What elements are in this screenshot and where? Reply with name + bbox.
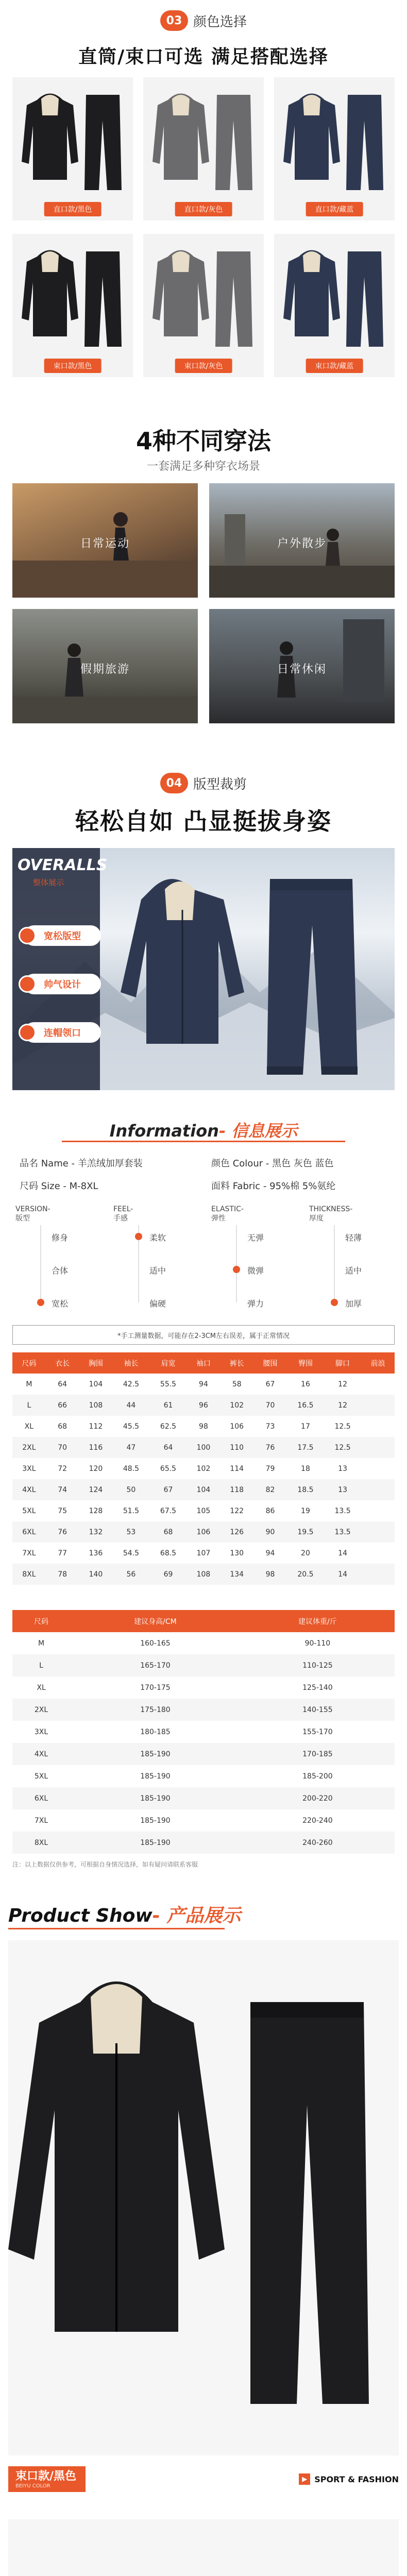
table-cell: 130 [230, 1549, 244, 1557]
wear-photo-1 [12, 483, 198, 598]
scale-cn: 版型 [15, 1214, 30, 1223]
table-cell: M [26, 1380, 32, 1388]
table-cell: 68.5 [160, 1549, 177, 1557]
column-header: 腰围 [253, 1352, 287, 1374]
color-tile-label: 直口款/藏蓝 [306, 202, 363, 216]
table-cell: 116 [79, 1437, 113, 1458]
black-set-image [8, 1940, 399, 2455]
table-row [12, 1416, 395, 1437]
feature-dot [19, 1024, 36, 1041]
table-cell: 44 [112, 1395, 149, 1416]
table-cell: 48.5 [123, 1464, 139, 1473]
product-show-title-cn: - 产品展示 [152, 1905, 241, 1926]
scale-option: 偏硬 [149, 1299, 166, 1309]
recommend-table-body [12, 1632, 395, 1854]
table-cell: 68 [149, 1521, 186, 1543]
table-cell: 185-190 [70, 1743, 241, 1765]
color-tile[interactable] [12, 77, 133, 221]
photo-caption: 日常运动 [80, 537, 130, 550]
table-cell: 79 [265, 1464, 275, 1473]
arrow-icon: ▶ [299, 2473, 310, 2485]
table-cell: 7XL [22, 1549, 36, 1557]
wear-title: 4种不同穿法 [135, 427, 271, 455]
table-row [12, 1743, 395, 1765]
info-title-en: Information [109, 1121, 219, 1141]
table-cell: 100 [187, 1437, 221, 1458]
color-section [0, 0, 407, 370]
scale-selected-dot [331, 1299, 338, 1306]
table-cell: 78 [46, 1564, 79, 1585]
scale-cn: 厚度 [309, 1214, 324, 1223]
table-cell: 140 [79, 1564, 113, 1585]
table-row [12, 1543, 395, 1564]
scale-selected-dot [135, 1233, 142, 1240]
column-header: 建议身高/CM [70, 1610, 241, 1632]
color-tile[interactable] [143, 234, 264, 377]
table-cell: 170-185 [241, 1743, 395, 1765]
table-cell: 12 [324, 1395, 361, 1416]
info-title [0, 1118, 407, 1142]
table-cell: 2XL [12, 1699, 70, 1721]
scale-cn: 弹性 [211, 1214, 226, 1223]
table-cell: 110 [220, 1437, 253, 1458]
recommend-table-header [12, 1610, 395, 1632]
table-cell: 70 [253, 1395, 287, 1416]
scale-option: 轻薄 [345, 1233, 362, 1243]
table-cell: 104 [89, 1380, 103, 1388]
table-cell: 61 [149, 1395, 186, 1416]
table-cell: 175-180 [70, 1699, 241, 1721]
table-cell: 240-260 [241, 1832, 395, 1854]
table-cell [361, 1521, 395, 1543]
color-grid [12, 77, 395, 377]
table-cell: 69 [149, 1564, 186, 1585]
table-row [12, 1500, 395, 1521]
column-header: 肩宽 [149, 1352, 186, 1374]
product-show-underline [8, 1928, 225, 1929]
table-cell: 12.5 [334, 1422, 351, 1431]
table-cell: 94 [199, 1380, 208, 1388]
table-cell: 67 [149, 1479, 186, 1500]
table-cell: 185-190 [70, 1832, 241, 1854]
feature-label: 帅气设计 [44, 979, 81, 990]
table-cell [361, 1564, 395, 1585]
feature-pill-3 [24, 1022, 101, 1043]
info-section [0, 1118, 407, 1386]
table-cell [361, 1479, 395, 1500]
table-cell: 75 [58, 1506, 67, 1515]
table-cell: 19 [301, 1506, 310, 1515]
table-cell [361, 1458, 395, 1479]
table-cell: XL [24, 1422, 34, 1431]
scale-en: FEEL- [113, 1205, 133, 1213]
scale-option: 修身 [52, 1233, 69, 1243]
table-cell: 8XL [12, 1832, 70, 1854]
scale-en: ELASTIC- [211, 1205, 244, 1213]
outfit-thumbnail [152, 84, 256, 193]
measure-note: *手工测量数据，可能存在2-3CM左右误差，属于正常情况 [12, 1325, 395, 1345]
color-tile-label: 直口款/灰色 [175, 202, 232, 216]
section-title: 颜色选择 [193, 14, 247, 30]
table-cell: 98 [199, 1422, 208, 1431]
table-cell: L [12, 1654, 70, 1676]
table-cell: 65.5 [160, 1464, 177, 1473]
table-cell: 120 [89, 1464, 103, 1473]
table-cell [361, 1416, 395, 1437]
table-cell: 3XL [22, 1464, 36, 1473]
table-cell: 12.5 [324, 1437, 361, 1458]
table-row [12, 1765, 395, 1787]
color-tile-label: 束口款/黑色 [44, 359, 101, 373]
table-cell: 96 [187, 1395, 221, 1416]
table-cell: 102 [196, 1464, 211, 1473]
table-cell: 105 [196, 1506, 211, 1515]
column-header: 胸围 [79, 1352, 113, 1374]
column-header: 裤长 [220, 1352, 253, 1374]
table-cell: 16.5 [287, 1395, 324, 1416]
recommend-note: 注：以上数据仅供参考，可根据自身情况选择，如有疑问请联系客服 [12, 1861, 198, 1868]
column-header: 袖长 [112, 1352, 149, 1374]
table-cell: 6XL [12, 1787, 70, 1809]
table-cell: 104 [187, 1479, 221, 1500]
table-cell: 106 [187, 1521, 221, 1543]
table-cell: 62.5 [160, 1422, 177, 1431]
feature-pill-2 [24, 974, 101, 994]
size-table-body [12, 1374, 395, 1585]
table-cell: 66 [46, 1395, 79, 1416]
table-cell: 68 [58, 1422, 67, 1431]
table-cell: 70 [46, 1437, 79, 1458]
table-row [12, 1721, 395, 1743]
column-header: 臀围 [287, 1352, 324, 1374]
table-cell: 106 [230, 1422, 244, 1431]
scale-3 [309, 1205, 397, 1323]
section-subtitle: 直筒/束口可选 满足搭配选择 [78, 46, 329, 67]
column-header: 尺码 [12, 1352, 46, 1374]
table-row [12, 1632, 395, 1654]
table-cell: 8XL [12, 1564, 46, 1585]
table-cell: 64 [58, 1380, 67, 1388]
table-cell: 56 [112, 1564, 149, 1585]
table-cell: 180-185 [140, 1727, 171, 1736]
table-cell: 47 [112, 1437, 149, 1458]
table-cell: 74 [46, 1479, 79, 1500]
table-cell: 126 [220, 1521, 253, 1543]
table-cell: 98 [253, 1564, 287, 1585]
property-scales [15, 1205, 397, 1323]
table-cell: 18 [301, 1464, 310, 1473]
sport-fashion-label [299, 2473, 399, 2485]
table-cell: 165-170 [70, 1654, 241, 1676]
color-tile-label: 束口款/藏蓝 [306, 359, 363, 373]
product-tag-label: 束口款/黑色 [15, 2470, 77, 2483]
table-cell [361, 1543, 395, 1564]
table-cell: M [38, 1639, 45, 1648]
product-show-section [0, 1901, 407, 2576]
table-cell: 140-155 [241, 1699, 395, 1721]
table-row [12, 1809, 395, 1832]
product-footer-1 [8, 2455, 399, 2503]
outfit-thumbnail [283, 241, 386, 349]
table-cell: 118 [220, 1479, 253, 1500]
table-cell: 102 [220, 1395, 253, 1416]
scale-option: 宽松 [52, 1299, 69, 1309]
color-tile-label: 束口款/灰色 [175, 359, 232, 373]
scale-selected-dot [37, 1299, 44, 1306]
table-row [12, 1699, 395, 1721]
photo-caption: 日常休闲 [277, 663, 327, 676]
table-cell: 73 [265, 1422, 275, 1431]
table-cell: 20 [301, 1549, 310, 1557]
table-cell: 128 [89, 1506, 103, 1515]
table-cell: 16 [301, 1380, 310, 1388]
table-cell: 45.5 [123, 1422, 139, 1431]
color-tile[interactable] [274, 77, 395, 221]
wear-photo-2 [209, 483, 395, 598]
table-cell: 185-200 [302, 1772, 333, 1781]
table-cell: 4XL [12, 1479, 46, 1500]
scale-en: VERSION- [15, 1205, 50, 1213]
table-cell: 185-190 [140, 1816, 171, 1825]
table-cell: 5XL [22, 1506, 36, 1515]
scale-0 [15, 1205, 103, 1323]
table-cell: 107 [196, 1549, 211, 1557]
product-tag [8, 2466, 86, 2492]
table-cell: 7XL [34, 1816, 48, 1825]
product-show-title [8, 1901, 241, 1927]
table-cell: 42.5 [123, 1380, 139, 1388]
scale-en: THICKNESS- [309, 1205, 353, 1213]
table-cell: 185-190 [140, 1772, 171, 1781]
table-cell: 13.5 [324, 1521, 361, 1543]
outfit-thumbnail [22, 241, 125, 349]
info-underline [62, 1141, 345, 1142]
table-cell: 76 [253, 1437, 287, 1458]
section-title: 版型裁剪 [193, 776, 247, 792]
table-cell: 132 [79, 1521, 113, 1543]
info-name: 品名 Name - 羊羔绒加厚套装 [20, 1158, 143, 1169]
column-header: 脚口 [324, 1352, 361, 1374]
product-tag-en: BEIYU COLOR [15, 2483, 50, 2489]
version-header [0, 773, 407, 793]
scale-track [334, 1225, 335, 1302]
color-tile[interactable] [274, 234, 395, 377]
scale-track [236, 1225, 237, 1302]
table-cell: 200-220 [241, 1787, 395, 1809]
scale-option: 柔软 [149, 1233, 166, 1243]
scale-track [40, 1225, 41, 1302]
table-cell: 13 [324, 1479, 361, 1500]
table-cell: 19.5 [287, 1521, 324, 1543]
feature-label: 连帽领口 [44, 1028, 81, 1039]
table-cell: 17 [301, 1422, 310, 1431]
table-row [12, 1374, 395, 1395]
table-cell [361, 1500, 395, 1521]
column-header: 建议体重/斤 [241, 1610, 395, 1632]
wear-photo-3 [12, 609, 198, 723]
size-table [12, 1352, 395, 1585]
info-colour: 颜色 Colour - 黑色 灰色 蓝色 [211, 1158, 334, 1169]
column-header: 衣长 [46, 1352, 79, 1374]
table-cell: 13 [338, 1464, 347, 1473]
info-fabric: 面料 Fabric - 95%棉 5%氨纶 [211, 1181, 336, 1192]
product-image-2 [8, 2519, 399, 2576]
table-cell: 3XL [34, 1727, 48, 1736]
table-cell: 110-125 [241, 1654, 395, 1676]
table-cell: 108 [187, 1564, 221, 1585]
wear-section [0, 422, 407, 752]
color-tile[interactable] [143, 77, 264, 221]
table-cell: 170-175 [140, 1683, 171, 1692]
table-cell [361, 1395, 395, 1416]
table-cell [361, 1437, 395, 1458]
product-show-title-en: Product Show [8, 1905, 152, 1926]
outfit-thumbnail [22, 84, 125, 193]
table-cell: 5XL [34, 1772, 48, 1781]
table-cell: 134 [220, 1564, 253, 1585]
table-cell: 86 [265, 1506, 275, 1515]
table-cell: 53 [112, 1521, 149, 1543]
table-cell [361, 1374, 395, 1395]
table-cell: 58 [232, 1380, 242, 1388]
recommend-table [12, 1610, 395, 1854]
table-row [12, 1395, 395, 1416]
overalls-title: OVERALLS [18, 856, 108, 874]
navy-outfit-image [115, 858, 383, 1085]
photo-caption: 户外散步 [277, 537, 327, 550]
table-row [12, 1437, 395, 1458]
product-image-1 [8, 1940, 399, 2455]
table-cell: 50 [112, 1479, 149, 1500]
section-number-badge: 04 [160, 773, 188, 793]
table-cell: 13.5 [334, 1506, 351, 1515]
color-tile[interactable] [12, 234, 133, 377]
overalls-subtitle: 整体展示 [33, 878, 64, 887]
table-cell: 185-190 [70, 1787, 241, 1809]
table-row [12, 1654, 395, 1676]
table-cell: 14 [338, 1549, 347, 1557]
overalls-panel [12, 848, 395, 1090]
table-cell: 125-140 [302, 1683, 333, 1692]
section-number-badge: 03 [160, 10, 188, 31]
table-cell: 67.5 [160, 1506, 177, 1515]
wear-subtitle: 一套满足多种穿衣场景 [146, 460, 260, 473]
scale-2 [211, 1205, 299, 1323]
outfit-thumbnail [152, 241, 256, 349]
column-header: 前浪 [361, 1352, 395, 1374]
sport-text: SPORT & FASHION [314, 2474, 399, 2484]
table-cell: 77 [58, 1549, 67, 1557]
scale-option: 微弹 [247, 1266, 264, 1276]
table-cell: 124 [79, 1479, 113, 1500]
table-cell: 90-110 [304, 1639, 331, 1648]
table-cell: 54.5 [123, 1549, 139, 1557]
table-cell: 2XL [12, 1437, 46, 1458]
table-cell: 72 [58, 1464, 67, 1473]
table-cell: 67 [265, 1380, 275, 1388]
photo-caption: 假期旅游 [80, 663, 130, 676]
table-row [12, 1832, 395, 1854]
scale-selected-dot [233, 1266, 240, 1273]
feature-dot [19, 975, 36, 993]
table-cell: 55.5 [160, 1380, 177, 1388]
scale-option: 弹力 [247, 1299, 264, 1309]
feature-dot [19, 927, 36, 944]
scale-option: 合体 [52, 1266, 69, 1276]
table-cell: 114 [230, 1464, 244, 1473]
color-section-header [0, 10, 407, 31]
table-cell: 155-170 [302, 1727, 333, 1736]
table-cell: 76 [46, 1521, 79, 1543]
table-cell: 160-165 [140, 1639, 171, 1648]
table-row [12, 1564, 395, 1585]
scale-option: 无弹 [247, 1233, 264, 1243]
section-subtitle: 轻松自如 凸显挺拔身姿 [75, 807, 332, 835]
table-row [12, 1676, 395, 1699]
column-header: 尺码 [12, 1610, 70, 1632]
table-cell: 17.5 [287, 1437, 324, 1458]
color-tile-label: 直口款/黑色 [44, 202, 101, 216]
table-row [12, 1787, 395, 1809]
table-cell: 64 [149, 1437, 186, 1458]
table-row [12, 1458, 395, 1479]
table-cell: 18.5 [287, 1479, 324, 1500]
table-cell: 6XL [12, 1521, 46, 1543]
info-title-cn: - 信息展示 [218, 1121, 298, 1141]
table-row [12, 1521, 395, 1543]
table-cell: 4XL [12, 1743, 70, 1765]
table-cell: 14 [324, 1564, 361, 1585]
table-cell: 108 [79, 1395, 113, 1416]
table-cell: 122 [230, 1506, 244, 1515]
table-cell: XL [37, 1683, 46, 1692]
outfit-thumbnail [283, 84, 386, 193]
table-cell: 90 [253, 1521, 287, 1543]
table-cell: 112 [89, 1422, 103, 1431]
table-cell: 94 [265, 1549, 275, 1557]
table-cell: 220-240 [302, 1816, 333, 1825]
info-size: 尺码 Size - M-8XL [20, 1181, 98, 1192]
column-header: 袖口 [187, 1352, 221, 1374]
scale-cn: 手感 [113, 1214, 128, 1223]
feature-pill-1 [24, 925, 101, 946]
table-cell: 12 [338, 1380, 347, 1388]
wear-photo-4 [209, 609, 395, 723]
scale-option: 加厚 [345, 1299, 362, 1309]
table-cell: 20.5 [287, 1564, 324, 1585]
scale-option: 适中 [345, 1266, 362, 1276]
table-cell: 136 [89, 1549, 103, 1557]
feature-label: 宽松版型 [44, 931, 81, 942]
size-table-header [12, 1352, 395, 1374]
scale-1 [113, 1205, 201, 1323]
scale-option: 适中 [149, 1266, 166, 1276]
table-cell: 51.5 [123, 1506, 139, 1515]
table-cell: L [12, 1395, 46, 1416]
black-straight-set-image [8, 2519, 399, 2576]
table-row [12, 1479, 395, 1500]
table-cell: 82 [253, 1479, 287, 1500]
